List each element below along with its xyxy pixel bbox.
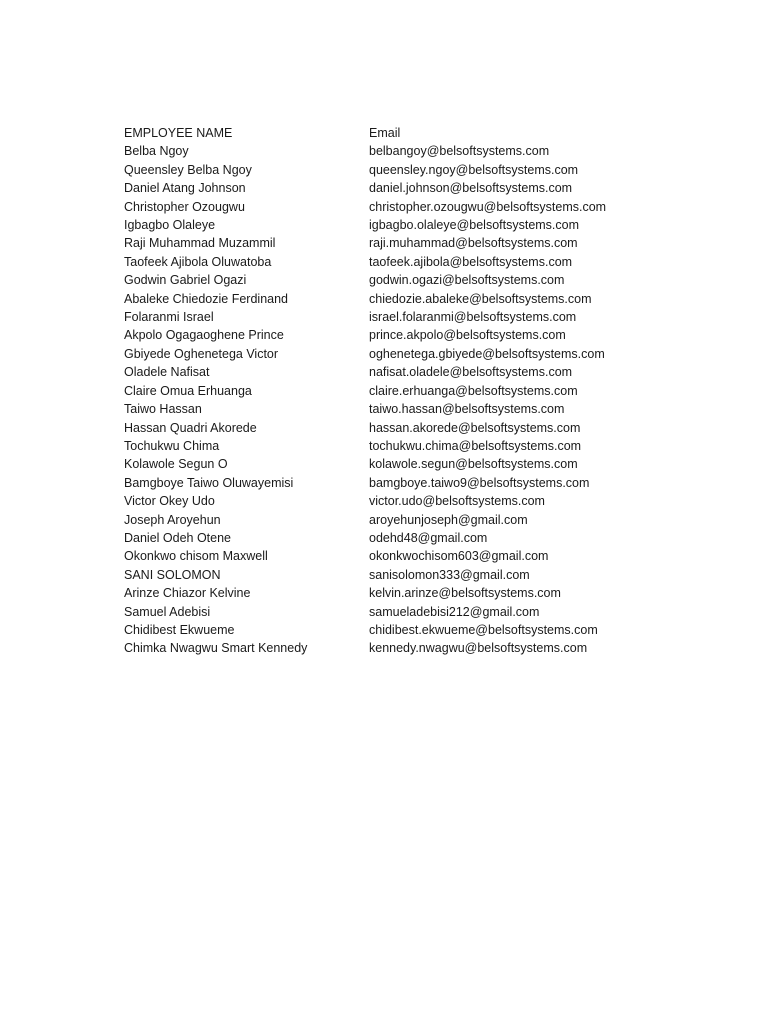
employee-name-cell: Raji Muhammad Muzammil: [124, 236, 276, 251]
employee-name-cell: Queensley Belba Ngoy: [124, 162, 252, 177]
email-cell: sanisolomon333@gmail.com: [369, 567, 530, 582]
employee-name-cell: Arinze Chiazor Kelvine: [124, 586, 251, 601]
employee-name-cell: Daniel Odeh Otene: [124, 530, 232, 545]
employee-name-cell: SANI SOLOMON: [124, 567, 221, 582]
employee-name-cell: Taofeek Ajibola Oluwatoba: [124, 254, 272, 269]
employee-table: [124, 124, 629, 658]
email-cell: chiedozie.abaleke@belsoftsystems.com: [369, 291, 592, 306]
table-row: [124, 326, 629, 344]
employee-name-cell: Chimka Nwagwu Smart Kennedy: [124, 641, 308, 656]
table-row: [124, 437, 629, 455]
employee-name-cell: Igbagbo Olaleye: [124, 218, 216, 233]
email-cell: prince.akpolo@belsoftsystems.com: [369, 328, 566, 343]
table-row: [124, 529, 629, 547]
employee-name-cell: Joseph Aroyehun: [124, 512, 221, 527]
employee-name-cell: Claire Omua Erhuanga: [124, 383, 252, 398]
email-cell: kennedy.nwagwu@belsoftsystems.com: [369, 641, 588, 656]
table-row: [124, 511, 629, 529]
employee-name-cell: Oladele Nafisat: [124, 365, 210, 380]
table-row: [124, 290, 629, 308]
table-row: [124, 142, 629, 160]
employee-name-cell: Hassan Quadri Akorede: [124, 420, 257, 435]
employee-name-cell: Tochukwu Chima: [124, 438, 220, 453]
table-row: [124, 492, 629, 510]
table-row: [124, 400, 629, 418]
table-row: [124, 566, 629, 584]
email-cell: nafisat.oladele@belsoftsystems.com: [369, 365, 573, 380]
employee-name-cell: Bamgboye Taiwo Oluwayemisi: [124, 475, 294, 490]
email-cell: daniel.johnson@belsoftsystems.com: [369, 181, 573, 196]
email-cell: igbagbo.olaleye@belsoftsystems.com: [369, 218, 580, 233]
email-cell: kelvin.arinze@belsoftsystems.com: [369, 586, 561, 601]
employee-name-cell: Belba Ngoy: [124, 144, 189, 159]
employee-name-cell: Gbiyede Oghenetega Victor: [124, 346, 279, 361]
email-cell: aroyehunjoseph@gmail.com: [369, 512, 528, 527]
email-cell: victor.udo@belsoftsystems.com: [369, 494, 545, 509]
employee-name-cell: Godwin Gabriel Ogazi: [124, 273, 247, 288]
table-row: [124, 253, 629, 271]
employee-name-cell: Abaleke Chiedozie Ferdinand: [124, 291, 288, 306]
email-cell: taofeek.ajibola@belsoftsystems.com: [369, 254, 573, 269]
employee-name-header: EMPLOYEE NAME: [124, 126, 233, 140]
employee-name-cell: Samuel Adebisi: [124, 604, 211, 619]
email-cell: bamgboye.taiwo9@belsoftsystems.com: [369, 475, 590, 490]
table-row: [124, 271, 629, 289]
email-cell: queensley.ngoy@belsoftsystems.com: [369, 162, 579, 177]
table-header-row: [124, 124, 629, 142]
employee-name-cell: Folaranmi Israel: [124, 310, 214, 325]
table-row: [124, 198, 629, 216]
employee-name-cell: Kolawole Segun O: [124, 457, 228, 472]
table-row: [124, 419, 629, 437]
table-row: [124, 345, 629, 363]
employee-name-cell: Akpolo Ogagaoghene Prince: [124, 328, 284, 343]
table-row: [124, 363, 629, 381]
email-cell: christopher.ozougwu@belsoftsystems.com: [369, 199, 607, 214]
table-row: [124, 621, 629, 639]
table-row: [124, 234, 629, 252]
email-cell: israel.folaranmi@belsoftsystems.com: [369, 310, 577, 325]
employee-name-cell: Victor Okey Udo: [124, 494, 215, 509]
table-row: [124, 474, 629, 492]
employee-name-cell: Daniel Atang Johnson: [124, 181, 246, 196]
table-row: [124, 179, 629, 197]
email-cell: odehd48@gmail.com: [369, 530, 488, 545]
email-cell: oghenetega.gbiyede@belsoftsystems.com: [369, 346, 605, 361]
table-row: [124, 584, 629, 602]
email-cell: samueladebisi212@gmail.com: [369, 604, 540, 619]
email-cell: okonkwochisom603@gmail.com: [369, 549, 549, 564]
email-cell: tochukwu.chima@belsoftsystems.com: [369, 438, 582, 453]
email-cell: belbangoy@belsoftsystems.com: [369, 144, 550, 159]
table-row: [124, 547, 629, 565]
table-row: [124, 603, 629, 621]
email-cell: hassan.akorede@belsoftsystems.com: [369, 420, 581, 435]
table-row: [124, 308, 629, 326]
table-row: [124, 216, 629, 234]
email-cell: taiwo.hassan@belsoftsystems.com: [369, 402, 565, 417]
employee-name-cell: Okonkwo chisom Maxwell: [124, 549, 268, 564]
email-cell: raji.muhammad@belsoftsystems.com: [369, 236, 578, 251]
table-row: [124, 161, 629, 179]
email-header: Email: [369, 126, 401, 140]
employee-name-cell: Christopher Ozougwu: [124, 199, 245, 214]
email-cell: godwin.ogazi@belsoftsystems.com: [369, 273, 565, 288]
employee-name-cell: Chidibest Ekwueme: [124, 622, 235, 637]
table-row: [124, 639, 629, 657]
employee-name-cell: Taiwo Hassan: [124, 402, 202, 417]
table-row: [124, 382, 629, 400]
email-cell: chidibest.ekwueme@belsoftsystems.com: [369, 622, 598, 637]
table-row: [124, 455, 629, 473]
email-cell: claire.erhuanga@belsoftsystems.com: [369, 383, 578, 398]
email-cell: kolawole.segun@belsoftsystems.com: [369, 457, 578, 472]
